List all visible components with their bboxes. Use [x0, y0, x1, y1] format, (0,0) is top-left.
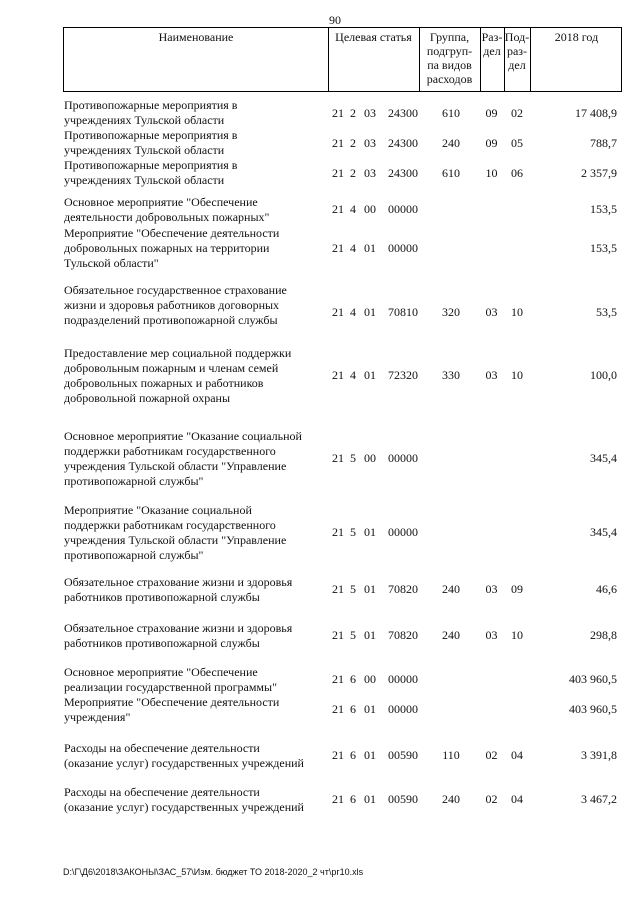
- subsection-code: 04: [511, 748, 523, 762]
- code-subprogram: 4: [350, 202, 356, 216]
- section-code: 09: [485, 136, 498, 150]
- row-name-line: Основное мероприятие "Обеспечение: [64, 195, 258, 209]
- file-path-footer: D:\Г\Д6\2018\ЗАКОНЫ\ЗАС_57\Изм. бюджет ТО 2018-2020_2 чт\рг10.xls: [63, 867, 364, 877]
- row-name-line: Мероприятие "Обеспечение деятельности: [64, 226, 280, 240]
- code-subprogram: 6: [350, 792, 356, 806]
- section-code: 03: [485, 628, 498, 642]
- amount-2018: 153,5: [590, 241, 617, 255]
- code-event: 01: [364, 305, 376, 319]
- row-name: [64, 741, 326, 771]
- subsection-code: 10: [511, 368, 523, 382]
- code-event: 01: [364, 702, 376, 716]
- code-subprogram: 6: [350, 748, 356, 762]
- row-name: [64, 575, 326, 605]
- expense-group: 610: [442, 106, 460, 120]
- section-code: 02: [485, 792, 498, 806]
- row-name-line: Мероприятие "Обеспечение деятельности: [64, 695, 280, 709]
- row-name-line: Мероприятие "Оказание социальной: [64, 503, 252, 517]
- expense-group: 610: [442, 166, 460, 180]
- code-event: 00: [364, 451, 376, 465]
- code-program: 21: [332, 136, 344, 150]
- row-name-line: учреждения Тульской области "Управление: [64, 459, 287, 473]
- row-name-line: деятельности добровольных пожарных": [64, 210, 270, 224]
- code-event: 01: [364, 628, 376, 642]
- amount-2018: 2 357,9: [581, 166, 617, 180]
- row-name-line: Противопожарные мероприятия в: [64, 98, 238, 112]
- row-name: [64, 226, 326, 271]
- amount-2018: 3 391,8: [581, 748, 617, 762]
- row-name-line: Обязательное страхование жизни и здоровья: [64, 621, 293, 635]
- code-subprogram: 4: [350, 368, 356, 382]
- table-header: [63, 27, 622, 92]
- section-code: 03: [485, 368, 498, 382]
- code-direction: 72320: [388, 368, 418, 382]
- code-subprogram: 4: [350, 241, 356, 255]
- expense-group: 110: [442, 748, 460, 762]
- code-direction: 00000: [388, 702, 418, 716]
- code-subprogram: 2: [350, 136, 356, 150]
- row-name-line: Обязательное государственное страхование: [64, 283, 287, 297]
- amount-2018: 100,0: [590, 368, 617, 382]
- code-subprogram: 5: [350, 525, 356, 539]
- code-subprogram: 6: [350, 672, 356, 686]
- section-code: 09: [485, 106, 498, 120]
- code-direction: 00000: [388, 241, 418, 255]
- amount-2018: 17 408,9: [575, 106, 617, 120]
- code-program: 21: [332, 702, 344, 716]
- code-direction: 24300: [388, 136, 418, 150]
- row-name: [64, 195, 326, 225]
- row-name: [64, 665, 326, 695]
- expense-group: 240: [442, 792, 460, 806]
- section-code: 10: [485, 166, 498, 180]
- code-direction: 00000: [388, 525, 418, 539]
- code-program: 21: [332, 368, 344, 382]
- row-name: [64, 98, 326, 128]
- row-name: [64, 429, 326, 489]
- code-direction: 70820: [388, 628, 418, 642]
- row-name: [64, 128, 326, 158]
- row-name-line: противопожарной службы": [64, 548, 204, 562]
- subsection-code: 05: [511, 136, 523, 150]
- row-name-line: работников противопожарной службы: [64, 636, 260, 650]
- row-name-line: поддержки работникам государственного: [64, 518, 276, 532]
- row-name: [64, 503, 326, 563]
- amount-2018: 345,4: [590, 451, 617, 465]
- row-name: [64, 621, 326, 651]
- code-event: 03: [364, 166, 376, 180]
- code-program: 21: [332, 525, 344, 539]
- row-name: [64, 283, 326, 328]
- header-year: 2018 год: [554, 30, 599, 44]
- code-subprogram: 5: [350, 628, 356, 642]
- code-program: 21: [332, 202, 344, 216]
- code-subprogram: 5: [350, 451, 356, 465]
- row-name-line: Расходы на обеспечение деятельности: [64, 785, 260, 799]
- header-name: Наименование: [158, 30, 234, 44]
- code-direction: 00000: [388, 451, 418, 465]
- amount-2018: 403 960,5: [569, 672, 617, 686]
- row-name-line: (оказание услуг) государственных учреждений: [64, 800, 304, 814]
- code-program: 21: [332, 166, 344, 180]
- row-name: [64, 785, 326, 815]
- code-subprogram: 4: [350, 305, 356, 319]
- code-program: 21: [332, 628, 344, 642]
- row-name-line: учреждениях Тульской области: [64, 143, 225, 157]
- expense-group: 240: [442, 628, 460, 642]
- row-name-line: поддержки работникам государственного: [64, 444, 276, 458]
- row-name-line: учреждениях Тульской области: [64, 113, 225, 127]
- row-name-line: Обязательное страхование жизни и здоровья: [64, 575, 293, 589]
- code-direction: 24300: [388, 106, 418, 120]
- row-name-line: Основное мероприятие "Оказание социальной: [64, 429, 302, 443]
- header-group: Группа, подгруп- па видов расходов: [426, 30, 473, 86]
- subsection-code: 02: [511, 106, 523, 120]
- row-name-line: реализации государственной программы": [64, 680, 277, 694]
- amount-2018: 403 960,5: [569, 702, 617, 716]
- code-program: 21: [332, 305, 344, 319]
- subsection-code: 06: [511, 166, 523, 180]
- row-name-line: работников противопожарной службы: [64, 590, 260, 604]
- code-program: 21: [332, 106, 344, 120]
- header-section: Раз- дел: [481, 30, 503, 58]
- row-name-line: Тульской области": [64, 256, 159, 270]
- code-subprogram: 5: [350, 582, 356, 596]
- row-name: [64, 346, 326, 406]
- row-name-line: добровольных пожарных и работников: [64, 376, 264, 390]
- section-code: 02: [485, 748, 498, 762]
- row-name-line: учреждениях Тульской области: [64, 173, 225, 187]
- amount-2018: 53,5: [596, 305, 617, 319]
- code-subprogram: 2: [350, 106, 356, 120]
- header-subsection: Под- раз- дел: [504, 30, 530, 72]
- code-program: 21: [332, 451, 344, 465]
- subsection-code: 10: [511, 628, 523, 642]
- subsection-code: 04: [511, 792, 523, 806]
- subsection-code: 10: [511, 305, 523, 319]
- amount-2018: 3 467,2: [581, 792, 617, 806]
- expense-group: 240: [442, 582, 460, 596]
- code-program: 21: [332, 672, 344, 686]
- code-direction: 70810: [388, 305, 418, 319]
- amount-2018: 345,4: [590, 525, 617, 539]
- amount-2018: 153,5: [590, 202, 617, 216]
- code-event: 01: [364, 368, 376, 382]
- row-name-line: Расходы на обеспечение деятельности: [64, 741, 260, 755]
- row-name-line: добровольным пожарным и членам семей: [64, 361, 279, 375]
- code-event: 00: [364, 202, 376, 216]
- amount-2018: 788,7: [590, 136, 617, 150]
- code-direction: 00590: [388, 792, 418, 806]
- row-name-line: жизни и здоровья работников договорных: [64, 298, 280, 312]
- row-name-line: противопожарной службы": [64, 474, 204, 488]
- code-event: 01: [364, 748, 376, 762]
- row-name-line: Предоставление мер социальной поддержки: [64, 346, 292, 360]
- code-program: 21: [332, 241, 344, 255]
- row-name-line: Противопожарные мероприятия в: [64, 158, 238, 172]
- expense-group: 240: [442, 136, 460, 150]
- row-name-line: учреждения Тульской области "Управление: [64, 533, 287, 547]
- code-direction: 00000: [388, 202, 418, 216]
- code-subprogram: 6: [350, 702, 356, 716]
- code-direction: 00000: [388, 672, 418, 686]
- code-event: 03: [364, 136, 376, 150]
- row-name-line: учреждения": [64, 710, 131, 724]
- row-name-line: (оказание услуг) государственных учреждений: [64, 756, 304, 770]
- code-event: 00: [364, 672, 376, 686]
- expense-group: 320: [442, 305, 460, 319]
- code-subprogram: 2: [350, 166, 356, 180]
- row-name-line: Противопожарные мероприятия в: [64, 128, 238, 142]
- row-name-line: Основное мероприятие "Обеспечение: [64, 665, 258, 679]
- code-event: 03: [364, 106, 376, 120]
- amount-2018: 46,6: [596, 582, 617, 596]
- row-name: [64, 695, 326, 725]
- page-number: 90: [329, 13, 341, 27]
- header-target: Целевая статья: [335, 30, 412, 44]
- code-event: 01: [364, 241, 376, 255]
- row-name: [64, 158, 326, 188]
- row-name-line: добровольной пожарной охраны: [64, 391, 231, 405]
- row-name-line: подразделений противопожарной службы: [64, 313, 278, 327]
- section-code: 03: [485, 582, 498, 596]
- code-direction: 70820: [388, 582, 418, 596]
- amount-2018: 298,8: [590, 628, 617, 642]
- code-direction: 24300: [388, 166, 418, 180]
- code-program: 21: [332, 748, 344, 762]
- section-code: 03: [485, 305, 498, 319]
- expense-group: 330: [442, 368, 460, 382]
- code-event: 01: [364, 792, 376, 806]
- code-direction: 00590: [388, 748, 418, 762]
- code-program: 21: [332, 792, 344, 806]
- code-event: 01: [364, 525, 376, 539]
- code-program: 21: [332, 582, 344, 596]
- code-event: 01: [364, 582, 376, 596]
- row-name-line: добровольных пожарных на территории: [64, 241, 270, 255]
- subsection-code: 09: [511, 582, 523, 596]
